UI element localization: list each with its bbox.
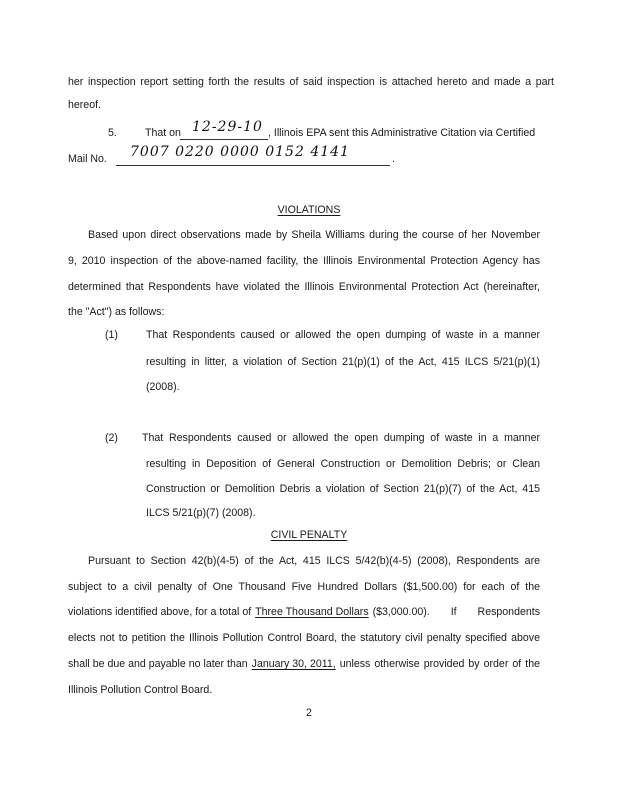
violation-2-line-2: resulting in Deposition of General Construction or Demolition Debris; or Clean [146, 458, 540, 470]
civil-penalty-line-5-before: shall be due and payable no later than [68, 658, 248, 670]
civil-penalty-line-4: elects not to petition the Illinois Pollution Control Board, the statutory civil penalty specified above [68, 632, 540, 644]
section-5-text-before-date: That on [145, 127, 181, 139]
violation-1-line-1: That Respondents caused or allowed the open dumping of waste in a manner [146, 329, 540, 341]
mail-label: Mail No. [68, 153, 107, 165]
handwritten-mail-number: 7007 0220 0000 0152 4141 [130, 144, 350, 160]
civil-penalty-line-1: Pursuant to Section 42(b)(4-5) of the Act, 415 ILCS 5/42(b)(4-5) (2008), Respondents are [88, 555, 540, 567]
mail-number-period: . [392, 153, 395, 165]
page-number: 2 [306, 707, 312, 719]
civil-penalty-line-5 [68, 657, 540, 671]
violation-1-line-2: resulting in litter, a violation of Section 21(p)(1) of the Act, 415 ILCS 5/21(p)(1) [146, 356, 540, 368]
violations-heading: VIOLATIONS [277, 204, 341, 216]
civil-penalty-line-3 [68, 605, 540, 619]
section-5-number: 5. [108, 127, 117, 139]
violation-1-number: (1) [105, 329, 118, 341]
violation-2-line-1: That Respondents caused or allowed the open dumping of waste in a manner [142, 432, 540, 444]
violations-intro-line-3: determined that Respondents have violated the Illinois Environmental Protection Act (hereinafter, [68, 281, 540, 293]
civil-penalty-line-3-after: ($3,000.00). If Respondents [372, 606, 540, 618]
violations-intro-line-2: 9, 2010 inspection of the above-named facility, the Illinois Environmental Protection Agency has [68, 255, 540, 267]
violations-intro-line-1: Based upon direct observations made by Sheila Williams during the course of her November [88, 229, 540, 241]
section-5-text-after-date: , Illinois EPA sent this Administrative Citation via Certified [268, 127, 536, 139]
date-blank-line [180, 139, 268, 140]
civil-penalty-line-5-after: unless otherwise provided by order of the [339, 658, 540, 670]
handwritten-date: 12-29-10 [192, 119, 263, 135]
intro-line-1: her inspection report setting forth the results of said inspection is attached hereto and made a part [68, 76, 554, 88]
civil-penalty-line-3-before: violations identified above, for a total of [68, 606, 252, 618]
civil-penalty-heading: CIVIL PENALTY [270, 529, 348, 541]
penalty-due-date: January 30, 2011, [251, 658, 336, 670]
intro-line-2: hereof. [68, 99, 101, 111]
violation-2-number: (2) [105, 432, 118, 444]
civil-penalty-line-6: Illinois Pollution Control Board. [68, 684, 213, 696]
mail-number-blank-line [116, 165, 390, 166]
civil-penalty-line-2: subject to a civil penalty of One Thousand Five Hundred Dollars ($1,500.00) for each of the [68, 581, 540, 593]
violation-2-line-3: Construction or Demolition Debris a violation of Section 21(p)(7) of the Act, 415 [146, 483, 540, 495]
violation-1-line-3: (2008). [146, 381, 180, 393]
penalty-total-words: Three Thousand Dollars [255, 606, 369, 618]
violations-intro-line-4: the "Act") as follows: [68, 306, 165, 318]
violation-2-line-4: ILCS 5/21(p)(7) (2008). [146, 507, 256, 519]
